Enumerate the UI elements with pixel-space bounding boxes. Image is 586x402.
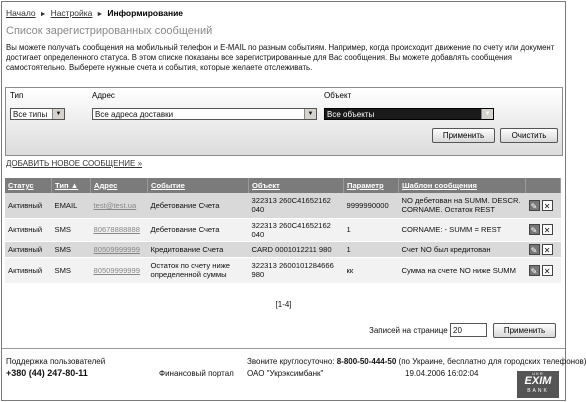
chevron-down-icon[interactable]: ▼ — [481, 109, 493, 119]
column-header-object[interactable]: Объект — [249, 178, 344, 193]
per-page-label: Записей на странице — [369, 326, 448, 335]
column-header-status[interactable]: Статус — [5, 178, 52, 193]
per-page-input[interactable]: 20 — [450, 323, 487, 337]
row-actions — [526, 218, 561, 241]
object-cell: CARD 0001012211 980 — [249, 241, 344, 257]
row-actions — [526, 241, 561, 257]
template-cell: Сумма на счете NO ниже SUMM — [399, 257, 526, 283]
chevron-down-icon[interactable]: ▼ — [52, 109, 64, 119]
hotline-text: Звоните круглосуточно: 8-800-50-444-50 (по Украине, бесплатно для городских телефонов) — [247, 357, 586, 366]
param-cell: 1 — [344, 241, 399, 257]
object-cell: 322313 260С41652162 040 — [249, 193, 344, 218]
status-cell: Активный — [5, 241, 52, 257]
page-title: Список зарегистрированных сообщений — [6, 25, 213, 37]
column-header-parameter[interactable]: Параметр — [344, 178, 399, 193]
object-cell: 322313 2600101284666 980 — [249, 257, 344, 283]
address-link[interactable]: 80509999999 — [91, 257, 148, 283]
address-link[interactable]: 80509999999 — [91, 241, 148, 257]
type-cell: SMS — [52, 241, 91, 257]
param-cell: кк — [344, 257, 399, 283]
template-cell: CORNAME: - SUMM = REST — [399, 218, 526, 241]
address-filter-label: Адрес — [92, 91, 115, 100]
template-cell: NO дебетован на SUMM. DESCR. CORNAME. Остаток REST — [399, 193, 526, 218]
object-cell: 322313 260С41652162 040 — [249, 218, 344, 241]
column-header-type[interactable]: Тип ▲ — [52, 178, 91, 193]
row-actions — [526, 257, 561, 283]
event-cell: Дебетование Счета — [148, 193, 249, 218]
row-actions — [526, 193, 561, 218]
breadcrumb-arrow-icon: ► — [39, 11, 47, 18]
address-link[interactable]: 80678888888 — [91, 218, 148, 241]
address-filter-value: Все адреса доставки — [95, 110, 174, 119]
object-filter-value: Все объекты — [327, 110, 375, 119]
column-header-template[interactable]: Шаблон сообщения — [399, 178, 526, 193]
delete-icon[interactable]: ✕ — [542, 224, 553, 235]
type-cell: EMAIL — [52, 193, 91, 218]
type-filter-select[interactable] — [10, 108, 65, 120]
table-row — [5, 193, 561, 218]
table-header-row — [5, 178, 561, 193]
event-cell: Дебетование Счета — [148, 218, 249, 241]
messages-table — [5, 178, 561, 284]
event-cell: Кредитование Счета — [148, 241, 249, 257]
column-header-event[interactable]: Событие — [148, 178, 249, 193]
breadcrumb-arrow-icon: ► — [96, 11, 104, 18]
table-row — [5, 241, 561, 257]
financial-portal-link[interactable]: Финансовый портал — [159, 369, 234, 378]
bank-link[interactable]: ОАО "Укрэксимбанк" — [247, 369, 324, 378]
datetime: 19.04.2006 16:02:04 — [405, 369, 479, 378]
bank-logo: UKR EXIM BANK — [517, 371, 559, 398]
status-cell: Активный — [5, 257, 52, 283]
object-filter-select[interactable] — [324, 108, 494, 120]
param-cell: 9999990000 — [344, 193, 399, 218]
edit-icon[interactable]: ✎ — [529, 200, 540, 211]
column-header-address[interactable]: Адрес — [91, 178, 148, 193]
edit-icon[interactable]: ✎ — [529, 244, 540, 255]
event-cell: Остаток по счету ниже определенной суммы — [148, 257, 249, 283]
type-filter-label: Тип — [10, 91, 24, 100]
breadcrumb-settings-link[interactable]: Настройка — [50, 8, 93, 18]
status-cell: Активный — [5, 193, 52, 218]
table-row — [5, 218, 561, 241]
per-page-apply-button[interactable]: Применить — [493, 323, 556, 338]
address-filter-select[interactable] — [92, 108, 317, 120]
chevron-down-icon[interactable]: ▼ — [304, 109, 316, 119]
status-cell: Активный — [5, 218, 52, 241]
support-phone: +380 (44) 247-80-11 — [6, 368, 88, 378]
type-cell: SMS — [52, 218, 91, 241]
sort-up-icon: ▲ — [70, 181, 79, 190]
param-cell: 1 — [344, 218, 399, 241]
support-label: Поддержка пользователей — [6, 357, 106, 366]
delete-icon[interactable]: ✕ — [542, 244, 553, 255]
type-filter-value: Все типы — [13, 110, 48, 119]
hotline-number: 8-800-50-444-50 — [336, 357, 397, 366]
column-header-actions — [526, 178, 561, 193]
delete-icon[interactable]: ✕ — [542, 265, 553, 276]
type-cell: SMS — [52, 257, 91, 283]
filter-clear-button[interactable]: Очистить — [500, 128, 558, 143]
table-row — [5, 257, 561, 283]
edit-icon[interactable]: ✎ — [529, 265, 540, 276]
address-link[interactable]: test@test.ua — [91, 193, 148, 218]
footer-divider — [2, 348, 565, 349]
filter-panel — [5, 87, 563, 156]
filter-apply-button[interactable]: Применить — [432, 128, 495, 143]
breadcrumb-home-link[interactable]: Начало — [6, 8, 36, 18]
breadcrumb — [6, 8, 183, 18]
page-frame — [1, 1, 586, 401]
pagination[interactable]: [1-4] — [275, 300, 292, 309]
template-cell: Счет NO был кредитован — [399, 241, 526, 257]
intro-text: Вы можете получать сообщения на мобильный телефон и E-MAIL по разным событиям. Например, когда происходит движение по счету или документ достигает определенного статуса. В этом списке показаны все зарегистрированные для Вас сообщения. Вы можете добавлять сообщения самостоятельно. Выберете нужные счета и события, которые желаете отслеживать. — [6, 43, 555, 72]
object-filter-label: Объект — [324, 91, 352, 100]
breadcrumb-current: Информирование — [107, 8, 184, 18]
delete-icon[interactable]: ✕ — [542, 200, 553, 211]
add-message-link[interactable]: ДОБАВИТЬ НОВОЕ СООБЩЕНИЕ » — [6, 159, 143, 168]
edit-icon[interactable]: ✎ — [529, 224, 540, 235]
